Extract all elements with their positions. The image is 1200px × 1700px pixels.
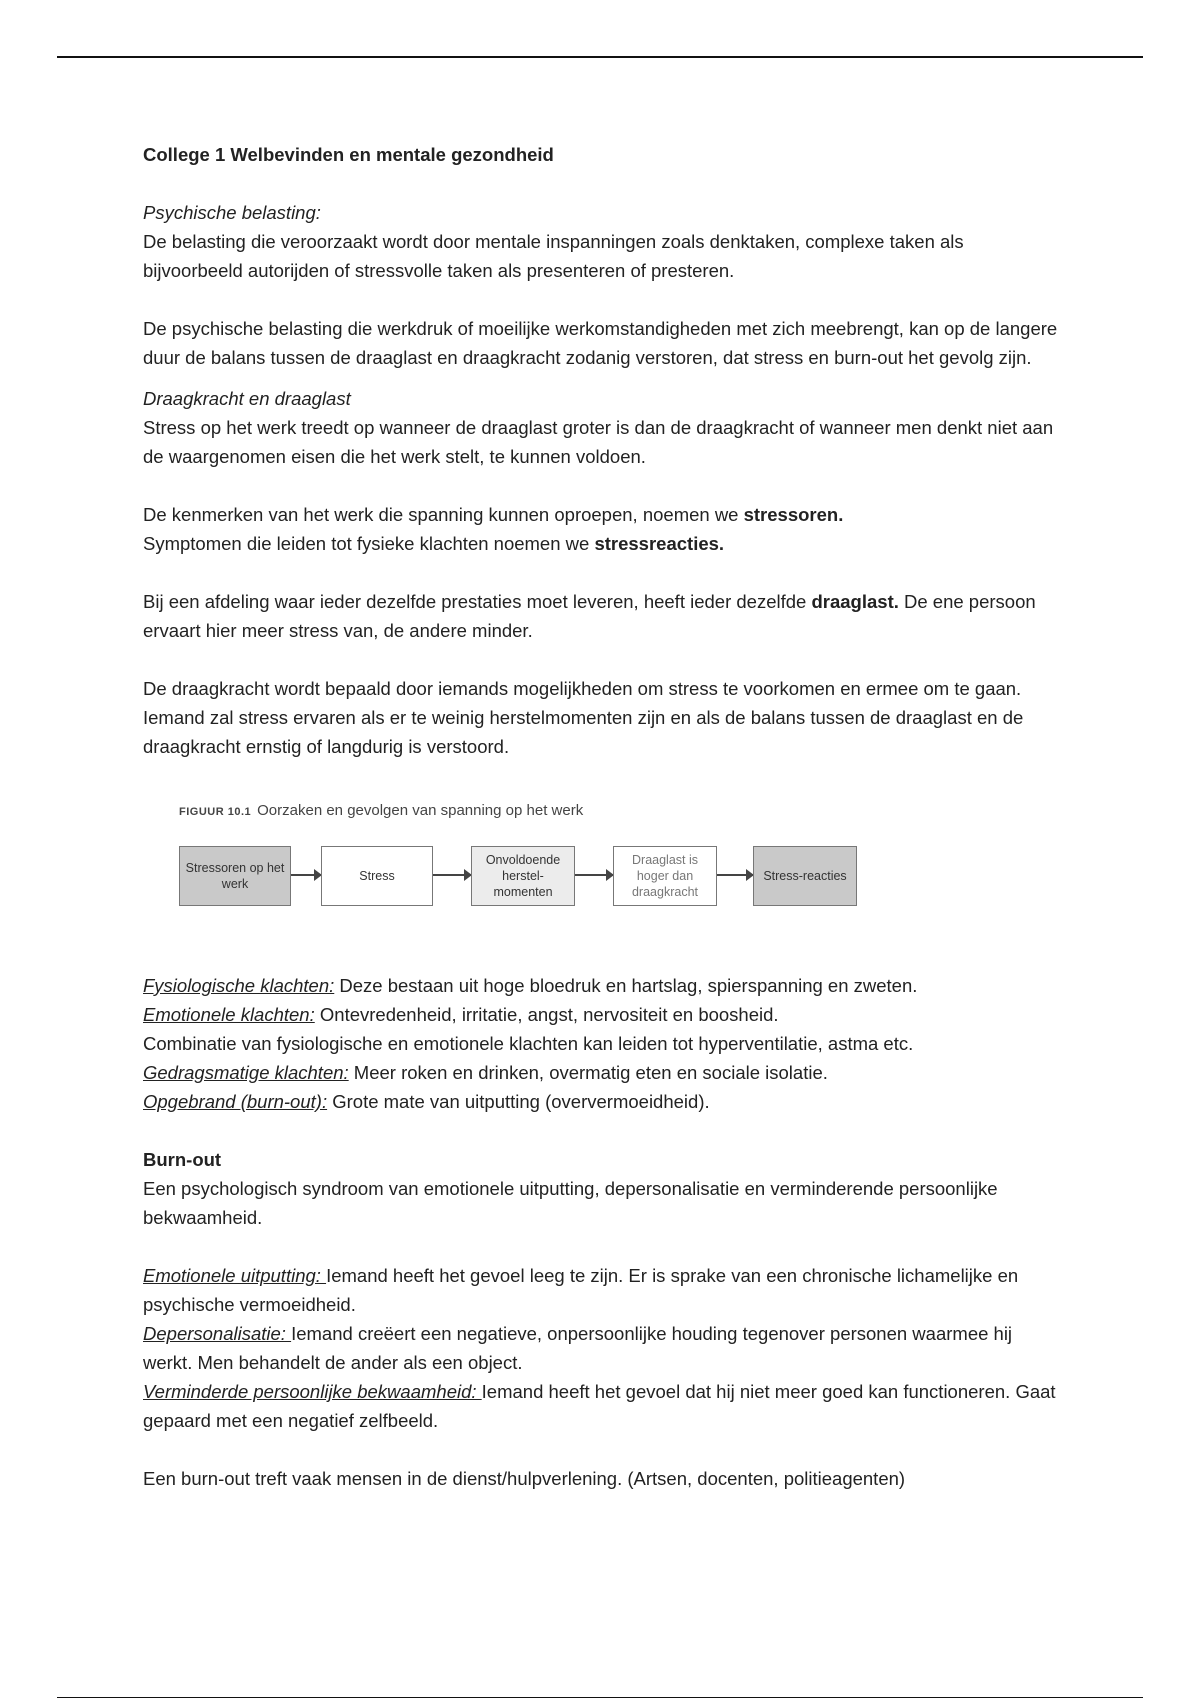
term-stressreacties: stressreacties.	[594, 533, 725, 554]
burnout-item-label: Depersonalisatie:	[143, 1323, 292, 1344]
burnout-item-label: Verminderde persoonlijke bekwaamheid:	[143, 1381, 482, 1402]
paragraph: Een psychologisch syndroom van emotionele uitputting, depersonalisatie en verminderende persoonlijke bekwaamheid.	[143, 1178, 998, 1228]
complaint-label: Gedragsmatige klachten:	[143, 1062, 349, 1083]
burnout-item	[143, 1261, 1063, 1319]
burnout-item-text: Iemand heeft het gevoel leeg te zijn. Er is sprake van een chronische lichamelijke en psychische vermoeidheid.	[143, 1265, 1019, 1315]
flow-box-stress: Stress	[321, 846, 433, 906]
complaint-item	[143, 1029, 1063, 1058]
figure-caption-text: Oorzaken en gevolgen van spanning op het werk	[257, 802, 584, 819]
footer-rule	[57, 1697, 1143, 1698]
paragraph: De belasting die veroorzaakt wordt door mentale inspanningen zoals denktaken, complexe taken als bijvoorbeeld autorijden of stressvolle taken als presenteren of presteren.	[143, 231, 964, 281]
figure-caption	[179, 801, 899, 822]
complaint-item	[143, 971, 1063, 1000]
term-stressoren: stressoren.	[743, 504, 844, 525]
burnout-item	[143, 1377, 1063, 1435]
complaint-text: Ontevredenheid, irritatie, angst, nervositeit en boosheid.	[314, 1004, 779, 1025]
paragraph	[143, 500, 1063, 529]
document-title: College 1 Welbevinden en mentale gezondheid	[143, 144, 554, 165]
header-rule	[57, 56, 1143, 58]
flow-box-stressoren: Stressoren op het werk	[179, 846, 291, 906]
term-draaglast: draaglast.	[811, 591, 899, 612]
document-body	[143, 140, 1063, 1493]
paragraph	[143, 587, 1063, 645]
burnout-item-text: Iemand creëert een negatieve, onpersoonlijke houding tegenover personen waarmee hij werkt. Men behandelt de ander als een object.	[143, 1323, 1013, 1373]
paragraph-closing: Een burn-out treft vaak mensen in de dienst/hulpverlening. (Artsen, docenten, politieagenten)	[143, 1468, 906, 1489]
paragraph: De draagkracht wordt bepaald door iemands mogelijkheden om stress te voorkomen en ermee om te gaan. Iemand zal stress ervaren als er te weinig herstelmomenten zijn en als de balans tussen de draaglast en de draagkracht ernstig of langdurig is verstoord.	[143, 678, 1024, 757]
complaint-item	[143, 1000, 1063, 1029]
complaint-text: Meer roken en drinken, overmatig eten en sociale isolatie.	[348, 1062, 828, 1083]
burnout-item	[143, 1319, 1063, 1377]
text: De kenmerken van het werk die spanning kunnen oproepen, noemen we	[143, 504, 744, 525]
paragraph: De psychische belasting die werkdruk of moeilijke werkomstandigheden met zich meebrengt, kan op de langere duur de balans tussen de draaglast en draagkracht zodanig verstoren, dat stress en burn-out het gevolg zijn.	[143, 318, 1058, 368]
flow-row	[179, 846, 899, 910]
complaint-label: Opgebrand (burn-out):	[143, 1091, 328, 1112]
section-heading-burnout: Burn-out	[143, 1149, 222, 1170]
arrow-icon	[717, 874, 753, 876]
complaint-item	[143, 1058, 1063, 1087]
complaint-item	[143, 1087, 1063, 1116]
complaint-label: Fysiologische klachten:	[143, 975, 335, 996]
figure-diagram	[179, 801, 899, 931]
text: Symptomen die leiden tot fysieke klachten noemen we	[143, 533, 595, 554]
complaint-label: Emotionele klachten:	[143, 1004, 315, 1025]
burnout-item-text: Iemand heeft het gevoel dat hij niet meer goed kan functioneren. Gaat gepaard met een negatief zelfbeeld.	[143, 1381, 1056, 1431]
figure-number: FIGUUR 10.1	[179, 806, 252, 818]
flow-box-stressreacties: Stress-reacties	[753, 846, 857, 906]
paragraph	[143, 529, 1063, 558]
paragraph: Stress op het werk treedt op wanneer de draaglast groter is dan de draagkracht of wanneer men denkt niet aan de waargenomen eisen die het werk stelt, te kunnen voldoen.	[143, 417, 1054, 467]
complaint-text: Deze bestaan uit hoge bloedruk en hartslag, spierspanning en zweten.	[334, 975, 918, 996]
burnout-item-label: Emotionele uitputting:	[143, 1265, 327, 1286]
text: Bij een afdeling waar ieder dezelfde prestaties moet leveren, heeft ieder dezelfde	[143, 591, 812, 612]
flow-box-herstelmomenten: Onvoldoende herstel-momenten	[471, 846, 575, 906]
complaint-text: Grote mate van uitputting (oververmoeidheid).	[327, 1091, 710, 1112]
arrow-icon	[575, 874, 613, 876]
flow-box-draaglast: Draaglast is hoger dan draagkracht	[613, 846, 717, 906]
text: De ene persoon ervaart hier meer stress van, de andere minder.	[143, 591, 1036, 641]
section-heading-psychische-belasting: Psychische belasting:	[143, 202, 321, 223]
arrow-icon	[291, 874, 321, 876]
section-heading-draagkracht: Draagkracht en draaglast	[143, 388, 351, 409]
complaint-text: Combinatie van fysiologische en emotionele klachten kan leiden tot hyperventilatie, astma etc.	[143, 1033, 914, 1054]
arrow-icon	[433, 874, 471, 876]
